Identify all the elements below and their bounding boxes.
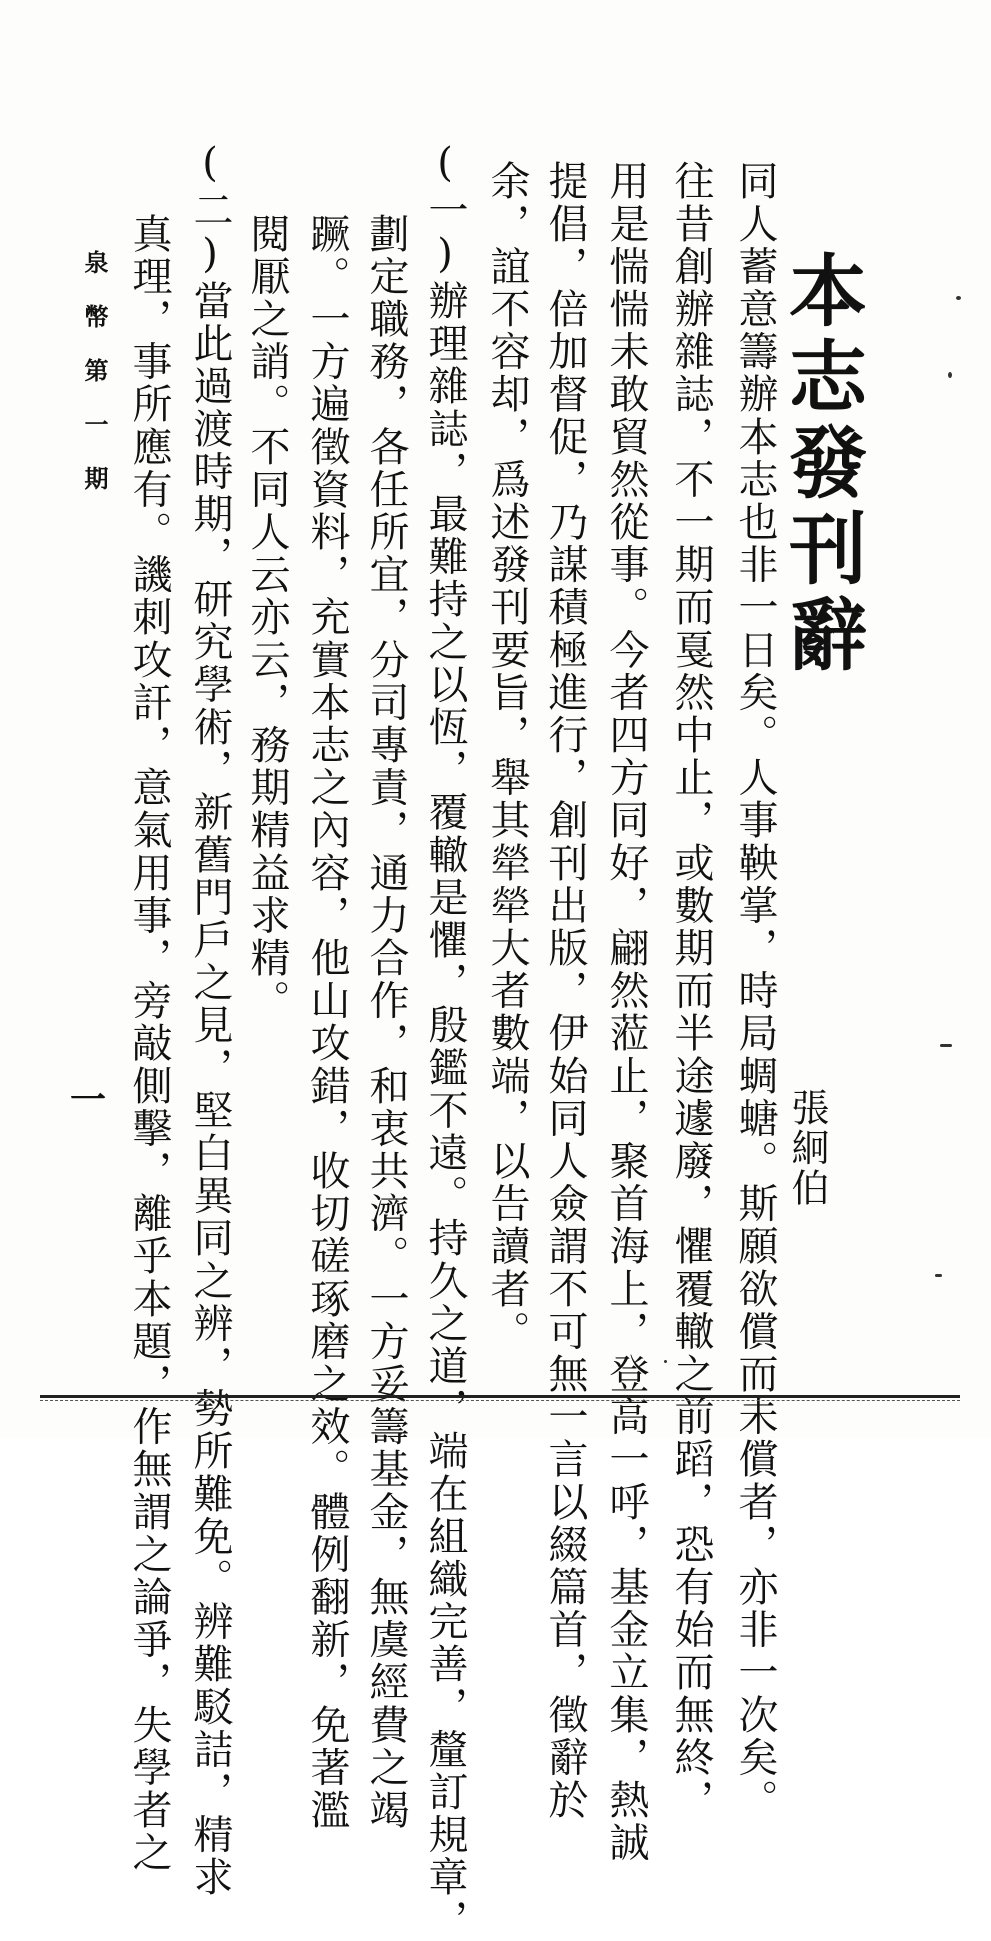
scan-speck (948, 372, 952, 378)
body-column-2: 往昔創辦雜誌，不一期而戛然中止，或數期而半途遽廢，懼覆轍之前蹈，恐有始而無終， (668, 160, 714, 1822)
body-column-10: (二)當此過渡時期，研究學術，新舊門戶之見，堅白異同之辨，勢所難免。辨難駁詰，精求 (187, 140, 233, 1899)
body-column-9: 閱厭之誚。不同人云亦云，務期精益求精。 (244, 170, 290, 1022)
body-column-11: 真理，事所應有。譏刺攻訐，意氣用事，旁敲側擊，離乎本題，作無謂之論爭，失學者之 (126, 170, 172, 1874)
journal-footer: 泉幣第一期 (80, 250, 109, 520)
scan-speck (664, 1360, 667, 1363)
bottom-rule-dashed (40, 1400, 960, 1401)
page-number: 一 (70, 1079, 107, 1121)
body-column-3: 用是惴惴未敢貿然從事。今者四方同好，翩然蒞止，聚首海上，登高一呼，基金立集，熱誠 (603, 160, 649, 1864)
article-title: 本志發刊辭 (776, 250, 867, 680)
body-column-4: 提倡，倍加督促，乃謀積極進行，創刊出版，伊始同人僉謂不可無一言以綴篇首，徵辭於 (542, 160, 588, 1822)
bottom-rule (40, 1395, 960, 1398)
body-column-7: 劃定職務，各任所宜，分司專責，通力合作，和衷共濟。一方妥籌基金，無虞經費之竭 (363, 170, 409, 1832)
body-column-5: 余，誼不容却，爲述發刊要旨，舉其犖犖大者數端，以告讀者。 (484, 160, 530, 1353)
body-column-1: 同人蓄意籌辦本志也非一日矣。人事鞅掌，時局蜩螗。斯願欲償而未償者，亦非一次矣。 (732, 160, 778, 1822)
scan-speck (956, 296, 961, 300)
author-name: 張絅伯 (785, 1088, 829, 1208)
body-column-8: 蹶。一方遍徵資料，充實本志之內容，他山攻錯，收切磋琢磨之效。體例翻新，免著濫 (304, 170, 350, 1832)
body-column-6: (一)辦理雜誌，最難持之以恆，覆轍是懼，殷鑑不遠。持久之道，端在組織完善，釐訂規章， (422, 140, 468, 1941)
scan-speck (935, 1274, 942, 1277)
scan-speck (940, 1044, 952, 1047)
